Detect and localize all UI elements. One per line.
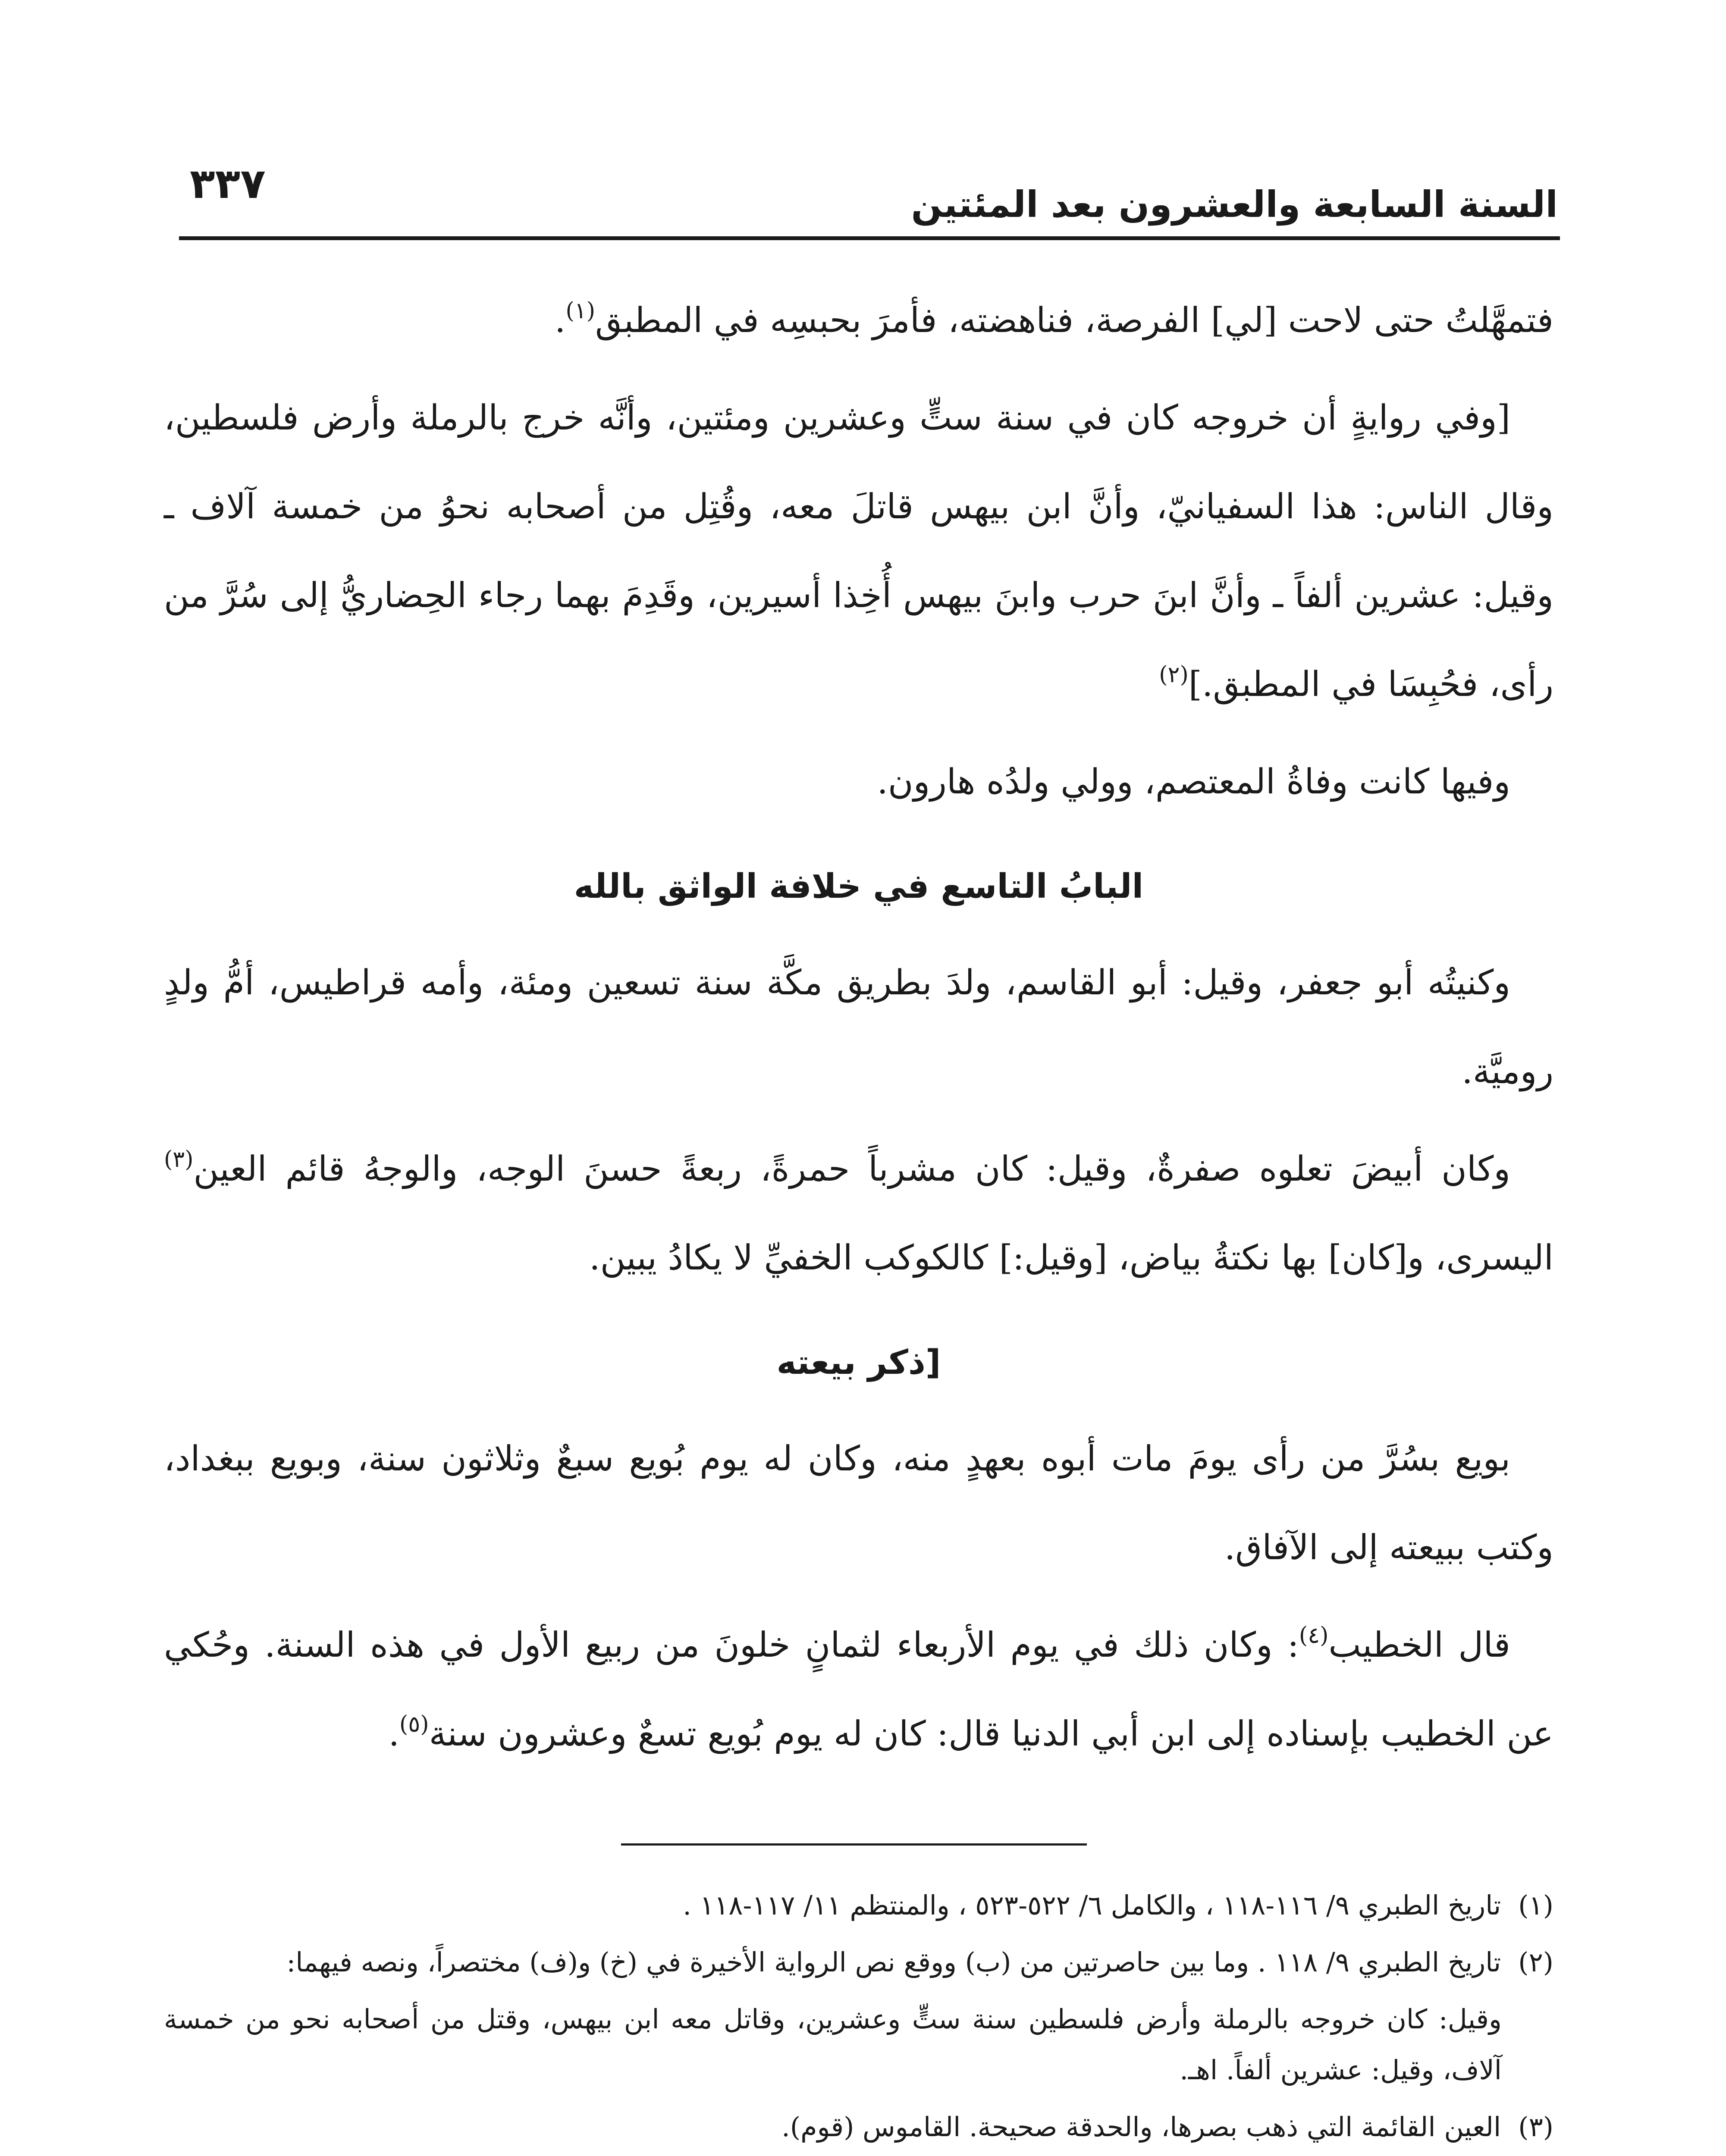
paragraph-7-text: قال الخطيب — [1328, 1625, 1511, 1665]
footnote-number: (١) — [1518, 1890, 1553, 1921]
page-number: ٣٣٧ — [190, 160, 266, 208]
footnote-marker-4: (٤) — [1299, 1623, 1329, 1648]
paragraph-7 — [164, 1601, 1553, 1778]
footnote-marker-2: (٢) — [1159, 662, 1189, 688]
paragraph-2 — [164, 373, 1553, 729]
footnote-2 — [164, 1937, 1553, 1988]
page-header — [181, 142, 1558, 241]
paragraph-1 — [164, 276, 1553, 365]
chapter-heading: البابُ التاسع في خلافة الواثق بالله — [574, 867, 1144, 906]
footnote-text: العين القائمة التي ذهب بصرها، والحدقة صحيحة. القاموس (قوم). — [781, 2111, 1501, 2143]
running-title: السنة السابعة والعشرون بعد المئتين — [911, 183, 1558, 226]
main-text — [164, 276, 1553, 1787]
paragraph-1-end: . — [555, 300, 566, 340]
paragraph-4: وكنيتُه أبو جعفر، وقيل: أبو القاسم، ولدَ بطريق مكَّة سنة تسعين ومئة، وأمه قراطيس، أمُّ ولدٍ روميَّة. — [164, 962, 1553, 1091]
footnote-marker-1: (١) — [565, 298, 595, 324]
paragraph-2-text: [وفي روايةٍ أن خروجه كان في سنة ستٍّ وعشرين ومئتين، وأنَّه خرج بالرملة وأرض فلسطين، وقال الناس: هذا السفيانيّ، وأنَّ ابن بيهس قاتلَ معه، وقُتِل من أصحابه نحوُ من خمسة آلاف ـ وقيل: عشرين ألفاً ـ وأنَّ ابنَ حرب وابنَ بيهس أُخِذا أسيرين، وقَدِمَ بهما رجاء الحِضاريُّ إلى سُرَّ من رأى، فحُبِسَا في المطبق.] — [164, 398, 1553, 704]
footnote-separator — [621, 1843, 1087, 1846]
section-heading: [ذكر بيعته — [776, 1343, 941, 1382]
footnote-3 — [164, 2102, 1553, 2153]
footnote-number: (٢) — [1518, 1946, 1553, 1978]
paragraph-6: بويع بسُرَّ من رأى يومَ مات أبوه بعهدٍ منه، وكان له يوم بُويع سبعٌ وثلاثون سنة، وبويع ببغداد، وكتب ببيعته إلى الآفاق. — [164, 1438, 1553, 1567]
paragraph-5-text: وكان أبيضَ تعلوه صفرةٌ، وقيل: كان مشرباً حمرةً، ربعةً حسنَ الوجه، والوجهُ قائم العين — [193, 1149, 1510, 1189]
footnote-number: (٣) — [1518, 2111, 1553, 2143]
footnote-2-quote: وقيل: كان خروجه بالرملة وأرض فلسطين سنة ستٍّ وعشرين، وقاتل معه ابن بيهس، وقتل من أصحابه نحو من خمسة آلاف، وقيل: عشرين ألفاً. اهـ. — [164, 2003, 1502, 2086]
header-rule — [179, 236, 1560, 240]
paragraph-7-end: . — [388, 1714, 400, 1754]
paragraph-5-rest: اليسرى، و[كان] بها نكتةُ بياض، [وقيل:] كالكوكب الخفيِّ لا يكادُ يبين. — [589, 1238, 1553, 1278]
paragraph-7-middle: : وكان ذلك في يوم الأربعاء لثمانٍ خلونَ من ربيع الأول في هذه السنة. وحُكي عن الخطيب بإسناده إلى ابن أبي الدنيا قال: كان له يوم بُويع تسعٌ وعشرون سنة — [164, 1625, 1553, 1754]
footnote-marker-5: (٥) — [399, 1711, 429, 1737]
footnote-1 — [164, 1880, 1553, 1931]
footnote-text: تاريخ الطبري ٩/ ١١٨ . وما بين حاصرتين من (ب) ووقع نص الرواية الأخيرة في (خ) و(ف) مختصراً، ونصه فيهما: — [286, 1946, 1501, 1978]
paragraph-1-text: فتمهَّلتُ حتى لاحت [لي] الفرصة، فناهضته، فأمرَ بحبسِه في المطبق — [595, 300, 1553, 340]
paragraph-3: وفيها كانت وفاةُ المعتصم، وولي ولدُه هارون. — [877, 761, 1510, 802]
paragraph-5 — [164, 1125, 1553, 1302]
footnote-text: تاريخ الطبري ٩/ ١١٦-١١٨ ، والكامل ٦/ ٥٢٢-٥٢٣ ، والمنتظم ١١/ ١١٧-١١٨ . — [683, 1890, 1501, 1921]
footnote-marker-3: (٣) — [164, 1147, 194, 1172]
footnotes — [164, 1880, 1553, 2156]
